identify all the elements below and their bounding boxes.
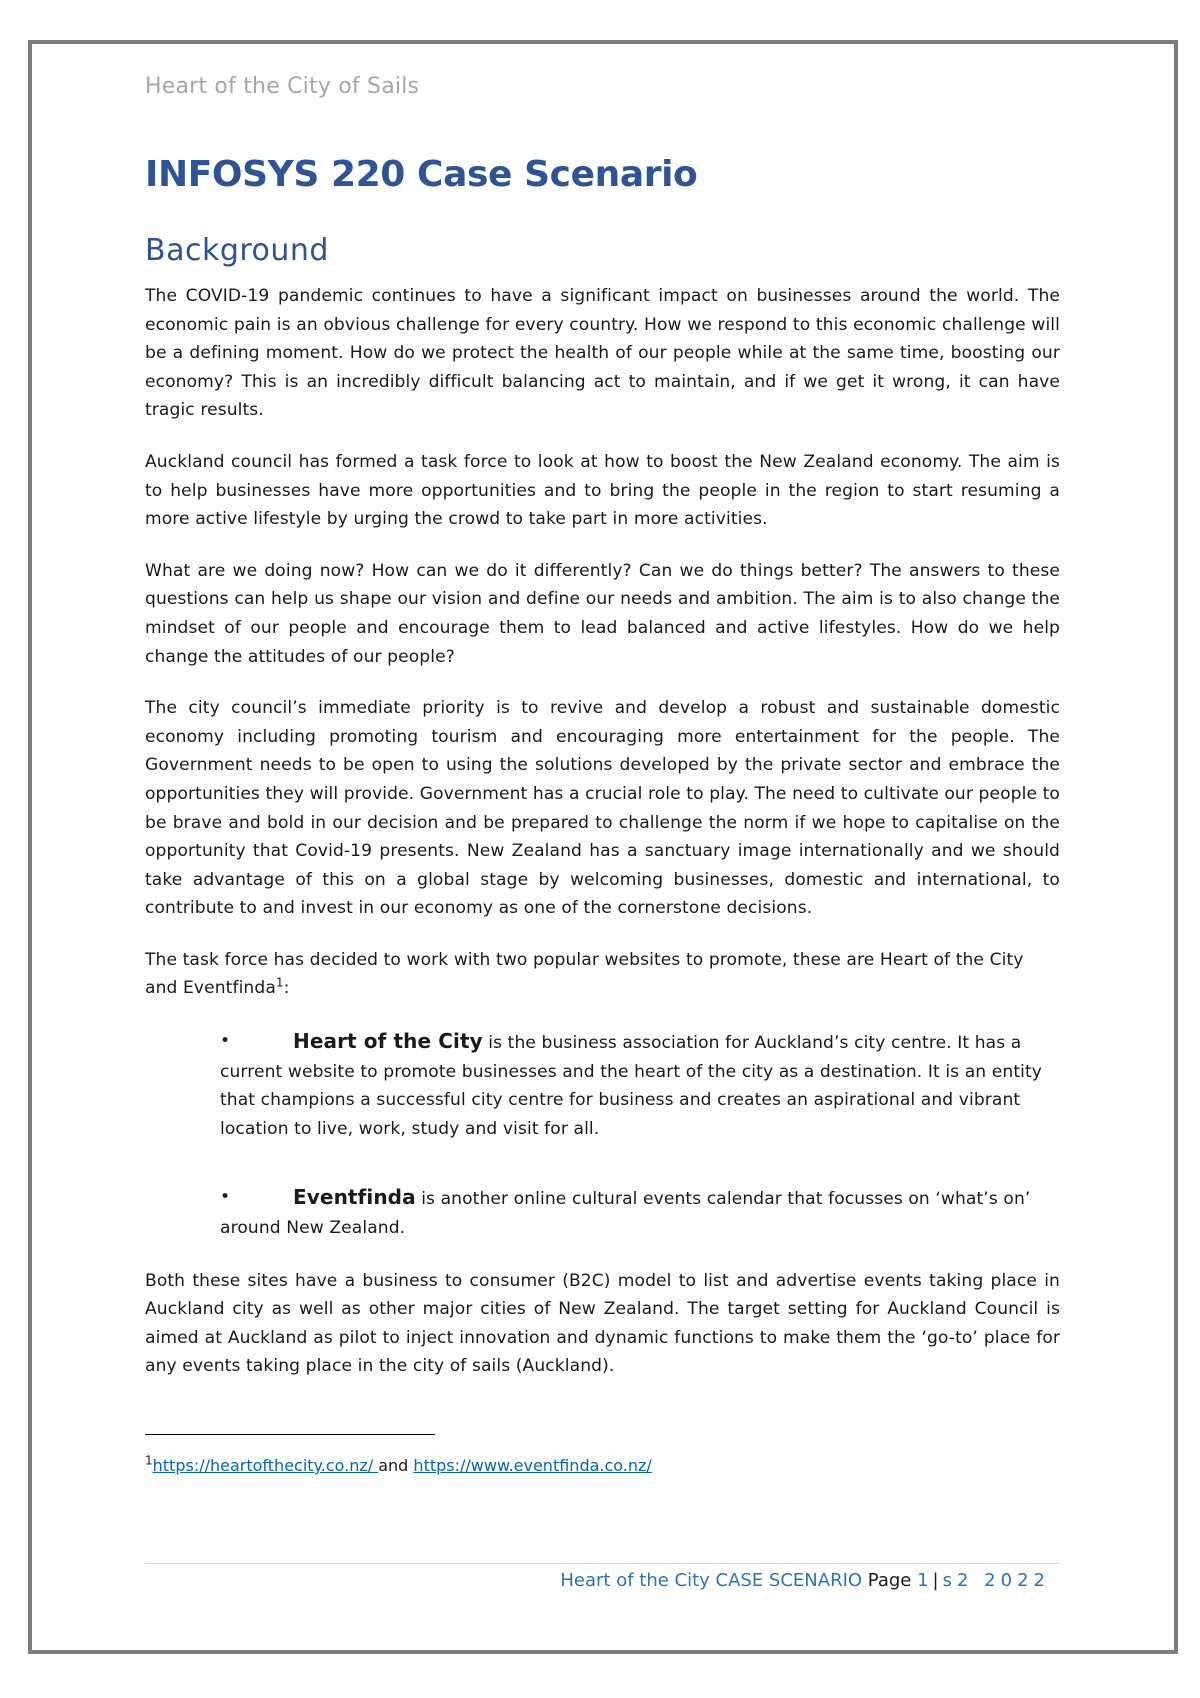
- websites-suffix: :: [283, 978, 290, 999]
- paragraph-questions: What are we doing now? How can we do it differently? Can we do things better? The answers to these questions can help us shape our vision and define our needs and ambition. The aim is to also change the mindset of our people and encourage them to lead balanced and active lifestyles. How do we help change the attitudes of our people?: [145, 560, 1060, 667]
- paragraph-council-priority: The city council’s immediate priority is to revive and develop a robust and sustainable domestic economy including promoting tourism and encouraging more entertainment for the people. The Government needs to be open to using the solutions developed by the private sector and embrace the opportunities they will provide. Government has a crucial role to play. The need to cultivate our people to be brave and bold in our decision and be prepared to challenge the norm if we hope to capitalise on the opportunity that Covid-19 presents. New Zealand has a sanctuary image internationally and we should take advantage of this on a global stage by welcoming businesses, domestic and international, to contribute to and invest in our economy as one of the cornerstone decisions.: [145, 698, 1060, 919]
- link-eventfinda[interactable]: https://www.eventfinda.co.nz/: [413, 1456, 652, 1475]
- footnote-divider: [145, 1434, 435, 1435]
- websites-text: The task force has decided to work with two popular websites to promote, these are Heart of the City and Eventfinda: [145, 949, 1024, 999]
- footer-title: Heart of the City CASE SCENARIO: [560, 1570, 868, 1591]
- paragraph-covid-impact: The COVID-19 pandemic continues to have a significant impact on businesses around the world. The economic pain is an obvious challenge for every country. How we respond to this economic challenge will be a defining moment. How do we protect the health of our people while at the same time, boosting our economy? This is an incredibly difficult balancing act to maintain, and if we get it wrong, it can have tragic results.: [145, 286, 1060, 421]
- page-footer: [560, 1570, 1050, 1591]
- website-list: [145, 1027, 1060, 1243]
- paragraph-websites: [145, 946, 1060, 1003]
- footnote-joiner: and: [378, 1456, 414, 1475]
- paragraph-b2c-model: Both these sites have a business to consumer (B2C) model to list and advertise events taking place in Auckland city as well as other major cities of New Zealand. The target setting for Auckland Council is aimed at Auckland as pilot to inject innovation and dynamic functions to make them the ‘go-to’ place for any events taking place in the city of sails (Auckland).: [145, 1270, 1060, 1377]
- footnote: [145, 1453, 652, 1475]
- bullet-icon: •: [220, 1187, 231, 1208]
- term-heart-of-the-city: Heart of the City: [293, 1029, 483, 1054]
- footer-divider: [145, 1563, 1060, 1564]
- body-text: [145, 282, 1060, 1404]
- link-heart-of-the-city[interactable]: https://heartofthecity.co.nz/: [152, 1456, 379, 1475]
- footnote-number: 1: [145, 1453, 153, 1468]
- footer-separator: |: [932, 1570, 939, 1591]
- paragraph-task-force: Auckland council has formed a task force to look at how to boost the New Zealand economy. The aim is to help businesses have more opportunities and to bring the people in the region to start resuming a more active lifestyle by urging the crowd to take part in more activities.: [145, 451, 1060, 530]
- footer-page-label: Page: [867, 1570, 918, 1591]
- footer-term: s2 2022: [942, 1570, 1050, 1591]
- list-item-heart-of-the-city: [145, 1027, 1060, 1143]
- bullet-icon: •: [220, 1031, 231, 1052]
- description-heart-of-the-city: is the business association for Auckland’s city centre. It has a current website to promote businesses and the heart of the city as a destination. It is an entity that champions a successful city centre for business and creates an aspirational and vibrant location to live, work, study and visit for all.: [220, 1033, 1042, 1139]
- document-title: INFOSYS 220 Case Scenario: [145, 154, 698, 195]
- running-header: Heart of the City of Sails: [145, 74, 420, 99]
- list-item-eventfinda: [145, 1183, 1060, 1242]
- term-eventfinda: Eventfinda: [293, 1185, 416, 1210]
- section-heading-background: Background: [145, 233, 329, 268]
- footnote-reference[interactable]: 1: [275, 975, 284, 990]
- description-eventfinda: is another online cultural events calendar that focusses on ‘what’s on’ around New Zealand.: [220, 1189, 1031, 1239]
- footer-page-number: 1: [917, 1570, 929, 1591]
